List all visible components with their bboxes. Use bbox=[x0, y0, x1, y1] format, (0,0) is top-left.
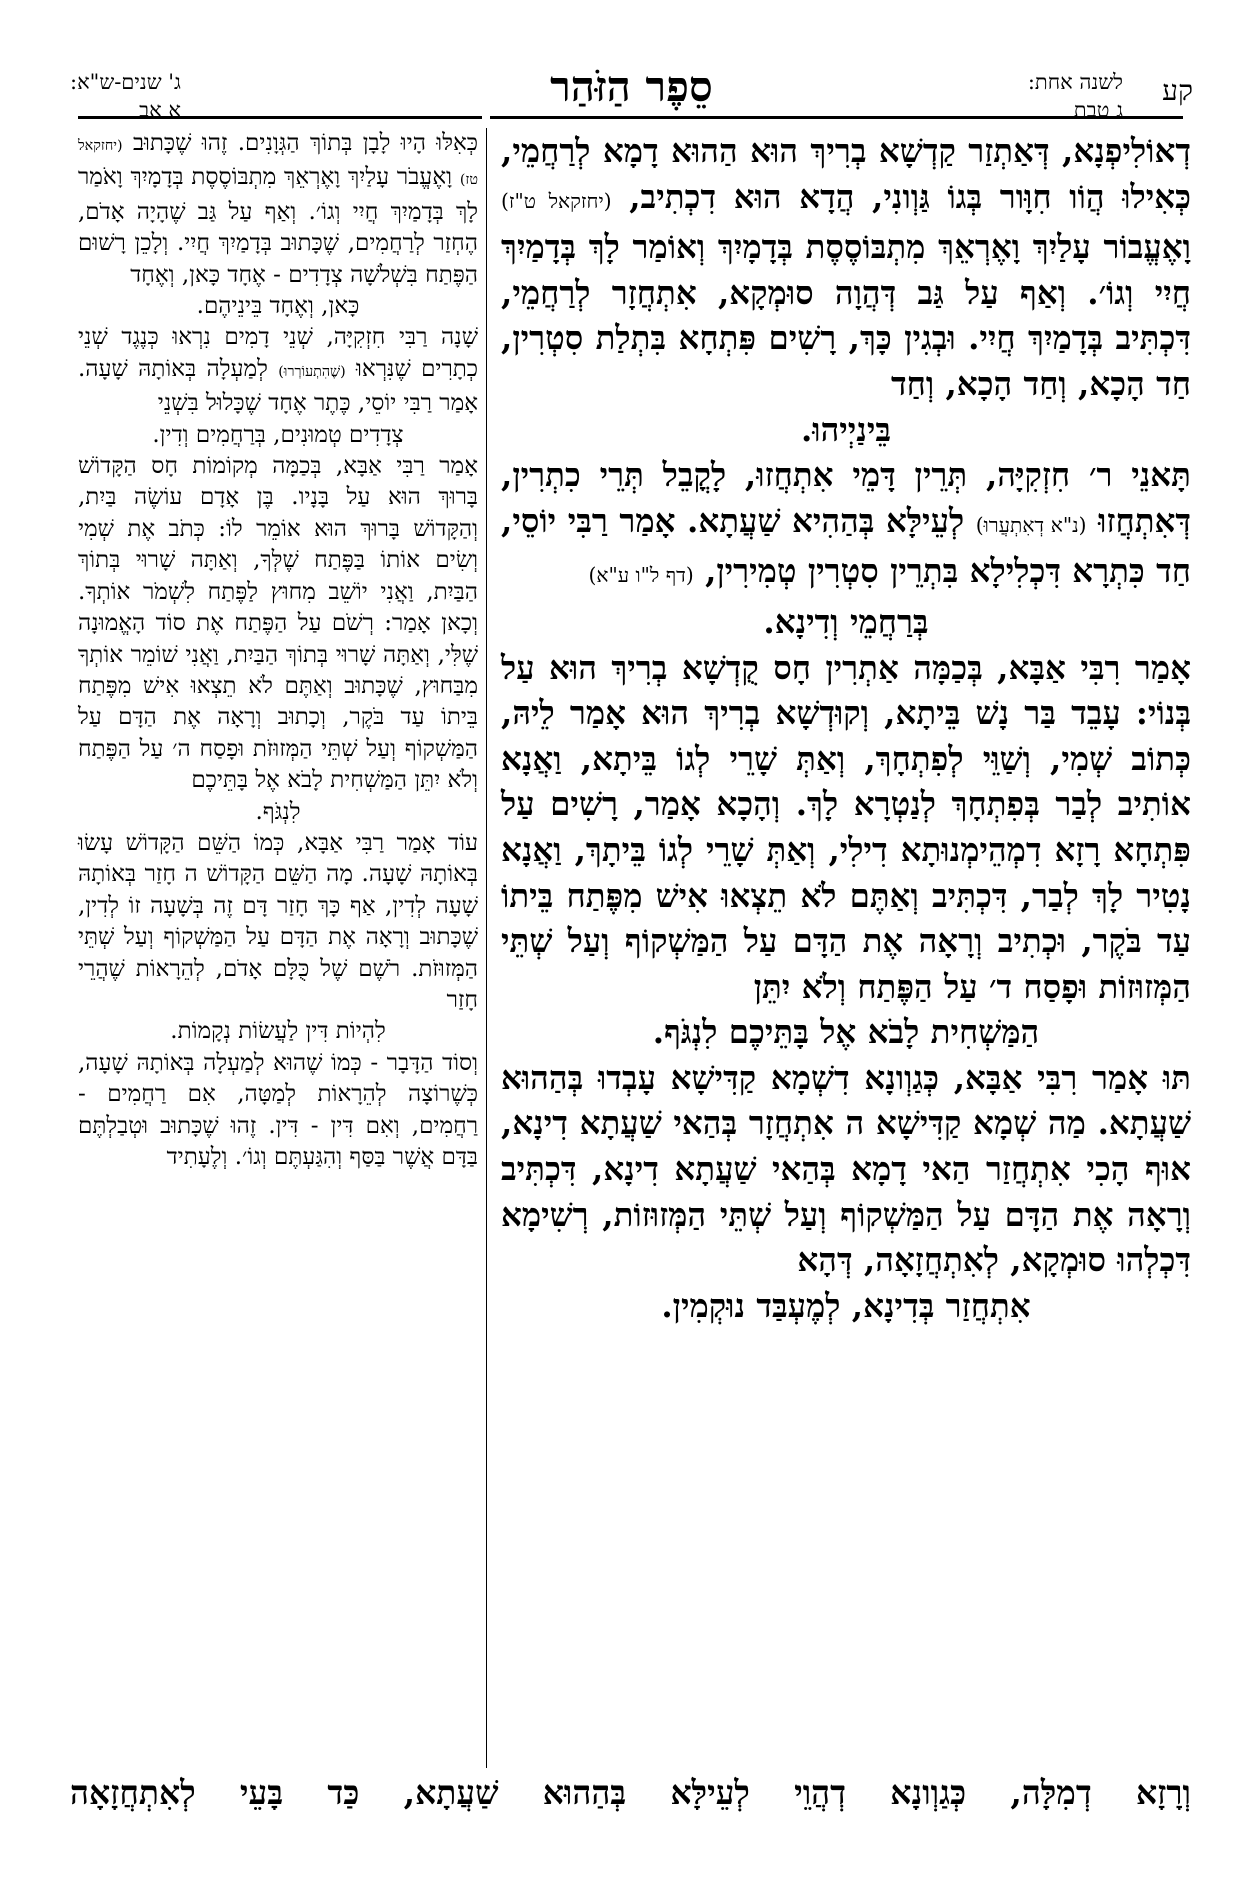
main-paragraph-4: תּוּ אָמַר רִבִּי אַבָּא, כְּגַוְונָא דִשְׁמָא קַדִּישָׁא עָבְדוּ בְּהַהוּא שַׁעֲתָא. מַה שְׁמָא קַדִּישָׁא ה אִתְחֲזָר בְּהַאי שַׁעֲתָא דִינָא, אוּף הָכִי אִתְחֲזַר הַאי דָמָא בְּהַאי שַׁעֲתָא דִינָא, דִּכְתִּיב וְרָאָה אֶת הַדָּם עַל הַמַּשְׁקוֹף וְעַל שְׁתֵּי הַמְּזוּזוֹת, רְשִׁימָא דִּכְלְהוּ סוּמְקָא, לְאִתְחֲזָאָה, דְּהָא bbox=[501, 1057, 1191, 1280]
main-paragraph-3: אָמַר רִבִּי אַבָּא, בְּכַמָּה אַתְרִין חָס קֻדְשָׁא בְרִיךְ הוּא עַל בְּנוֹי: עָבֵד בַּר נָשׁ בֵּיתָא, וְקוּדְשָׁא בְרִיךְ הוּא אָמַר לֵיהּ, כְּתוֹב שְׁמִי, וְשַׁוֵּי לְפִתְחָךְ, וְאַתְּ שָׁרֵי לְגוֹ בֵּיתָא, וַאֲנָא אוֹתִיב לְבַר בְּפִתְחָךְ לְנַטְרָא לָךְ. וְהָכָא אָמַר, רָשִׁים עַל פִּתְחָא רָזָא דִמְהֵימְנוּתָא דִילִי, וְאַתְּ שָׁרֵי לְגוֹ בֵּיתָךְ, וַאֲנָא נָטִיר לָךְ לְבַר, דִּכְתִּיב וְאַתֶּם לֹא תֵצְאוּ אִישׁ מִפֶּתַח בֵּיתוֹ עַד בֹּקֶר, וּכְתִיב וְרָאָה אֶת הַדָּם עַל הַמַּשְׁקוֹף וְעַל שְׁתֵּי הַמְּזוּזוֹת וּפָסַח ד׳ עַל הַפֶּתַח וְלֹא יִתֵּן bbox=[501, 647, 1191, 1006]
translation-text: לְמַעְלָה בְּאוֹתָהּ שָׁעָה. אָמַר רַבִּי יוֹסֵי, כֶּתֶר אֶחָד שֶׁכָּלוּל בִּשְׁנֵי bbox=[78, 355, 478, 417]
main-text: וָאֶעֱבוֹר עָלַיִךְ וָאֶרְאֵךְ מִתְבּוֹסֶסֶת בְּדָמָיִךְ וְאוֹמַר לָךְ בְּדָמַיִךְ חֲיִי וְגוֹ׳. וְאַף עַל גַּב דְּהֲוָה סוּמְקָא, אִתְחֲזָר לְרַחֲמֵי, דִּכְתִּיב בְּדָמַיִךְ חֲיִי. וּבְגִין כָּךְ, רָשִׁים פִּתְחָא בִּתְלַת סִטְרִין, חַד הָכָא, וְחַד הָכָא, וְחַד bbox=[501, 227, 1191, 403]
page-header bbox=[70, 62, 1193, 132]
translation-paragraph-2-end: צְדָדִים טְמוּנִים, בְּרַחֲמִים וְדִין. bbox=[152, 421, 404, 448]
main-text: דְאוֹלִיפְנָא, דְּאַתְזַר קַדְשָׁא בְרִיךְ הוּא הַהוּא דָמָא לְרַחֲמֵי, כְּאִילוּ הֲוֹו חִוָּור בְּגוֹ גַּוְונִי, הֲדָא הוּא דִכְתִיב, bbox=[501, 131, 1191, 216]
translation-paragraph-4: עוֹד אָמַר רַבִּי אַבָּא, כְּמוֹ הַשֵּׁם הַקָּדוֹשׁ עָשׂוּ בְּאוֹתָהּ שָׁעָה. מָה הַשֵּׁם הַקָּדוֹשׁ ה חָזַר בְּאוֹתָהּ שָׁעָה לְדִין, אַף כָּךְ חָזַר דָּם זֶה בְּשָׁעָה זוֹ לְדִין, שֶׁכָּתוּב וְרָאָה אֶת הַדָּם עַל הַמַּשְׁקוֹף וְעַל שְׁתֵּי הַמְּזוּזֹת. רֹשֶׁם שֶׁל כֻּלָּם אָדֹם, לְהֵרָאוֹת שֶׁהֲרֵי חָזַר bbox=[78, 829, 478, 1013]
translation-paragraph-1-end: כָּאן, וְאֶחָד בֵּינֵיהֶם. bbox=[196, 293, 360, 320]
main-paragraph-4-end: אִתְחֲזַר בְּדִינָא, לְמֶעְבַּד נוּקְמִין. bbox=[661, 1285, 1031, 1325]
translation-paragraph-1 bbox=[78, 128, 478, 291]
header-rule-commentary bbox=[490, 116, 1183, 119]
translation-paragraph-2 bbox=[78, 322, 478, 419]
verse-reference: (יחזקאל ט"ז) bbox=[501, 188, 612, 213]
main-text-column bbox=[501, 128, 1191, 1328]
main-paragraph-2-end: בְּרַחֲמֵי וְדִינָא. bbox=[763, 601, 929, 641]
translation-column bbox=[78, 128, 478, 1173]
verse-reference: (יחזקאל טז) bbox=[78, 138, 478, 189]
translation-paragraph-4-end: לִהְיוֹת דִּין לַעֲשׂוֹת נְקָמוֹת. bbox=[170, 1018, 386, 1045]
translation-text: כְּאִלּוּ הָיוּ לָבָן בְּתוֹךְ הַגְּוָנִים. זֶהוּ שֶׁכָּתוּב bbox=[132, 130, 478, 156]
book-title: סֵפֶר הַזֹּהַר bbox=[550, 62, 713, 111]
variant-reading: (שֶׁהִתְעוֹרְרוּ) bbox=[278, 363, 346, 380]
translation-paragraph-5: וְסוֹד הַדָּבָר - כְּמוֹ שֶׁהוּא לְמַעְלָה בְּאוֹתָהּ שָׁעָה, כְּשֶׁרוֹצָה לְהֵרָאוֹת לְמַטָּה, אִם רַחֲמִים - רַחֲמִים, וְאִם דִּין - דִּין. זֶהוּ שֶׁכָּתוּב וּטְבַלְתֶּם בַּדָּם אֲשֶׁר בַּסַּף וְהִגַּעְתֶּם וְגוֹ׳. וְלֶעָתִיד bbox=[78, 1049, 478, 1170]
schedule-left-line1: ג' שנים-ש"א: bbox=[70, 70, 181, 94]
schedule-right-line1: לשנה אחת: bbox=[1027, 70, 1123, 94]
translation-paragraph-3-end: לִנְגֹּף. bbox=[255, 798, 301, 825]
full-width-bottom-line: וְרָזָא דְמִלָּה, כְּגַוְונָא דְהֲוֵי לְעֵילָּא בְּהַהוּא שַׁעֲתָא, כַּד בָּעֵי לְאִתְחֲזָאָה bbox=[70, 1773, 1191, 1812]
main-text: תָּאנֵי ר׳ חִזְקִיָּה, תְּרֵין דָּמֵי אִתְחֲזוּ, לָקֳבֵל תְּרֵי כִתְרִין, דְּאִתְחֲזוּ bbox=[501, 455, 1192, 540]
translation-text: שָׁנָה רַבִּי חִזְקִיָּה, שְׁנֵי דָמִים נִרְאוּ כְּנֶגֶד שְׁנֵי כְתָרִים שֶׁנִּרְאוּ bbox=[78, 324, 479, 382]
folio-reference: (דף ל"ו ע"א) bbox=[588, 563, 694, 588]
main-paragraph-1 bbox=[501, 128, 1191, 407]
main-paragraph-2 bbox=[501, 452, 1191, 599]
main-paragraph-3-end: הַמַּשְׁחִית לָבֹא אֶל בָּתֵּיכֶם לִנְגֹּף. bbox=[652, 1012, 1040, 1052]
header-rule-main bbox=[78, 116, 482, 119]
translation-text: וָאֶעֱבֹר עָלַיִךְ וָאֶרְאֵךְ מִתְבּוֹסֶסֶת בְּדָמָיִךְ וָאֹמַר לָךְ בְּדָמַיִךְ חֲיִי וְגוֹ׳. וְאַף עַל גַּב שֶׁהָיָה אָדֹם, הֶחְזַר לְרַחֲמִים, שֶׁכָּתוּב בְּדָמַיִךְ חֲיִי. וְלָכֵן רָשׁוּם הַפֶּתַח בִּשְׁלֹשָׁה צְדָדִים - אֶחָד כָּאן, וְאֶחָד bbox=[78, 164, 478, 288]
main-text: לְעֵילָּא בְּהַהִיא שַׁעֲתָא. אָמַר רַבִּי יוֹסֵי, חַד כִּתְרָא דִּכְלִילָא בִּתְרֵין סִטְרִין טְמִירִין, bbox=[501, 500, 1191, 591]
schedule-left-line2: א אב bbox=[139, 98, 181, 122]
translation-paragraph-3: אָמַר רַבִּי אַבָּא, בְּכַמָּה מְקוֹמוֹת חָס הַקָּדוֹשׁ בָּרוּךְ הוּא עַל בָּנָיו. בֶּן אָדָם עוֹשֶׂה בַּיִת, וְהַקָּדוֹשׁ בָּרוּךְ הוּא אוֹמֵר לוֹ: כְּתֹב אֶת שְׁמִי וְשִׂים אוֹתוֹ בַּפֶּתַח שֶׁלְּךָ, וְאַתָּה שָׁרוּי בְּתוֹךְ הַבַּיִת, וַאֲנִי יוֹשֵׁב מִחוּץ לַפֶּתַח לִשְׁמֹר אוֹתְךָ. וְכָאן אָמַר: רְשֹׁם עַל הַפֶּתַח אֶת סוֹד הָאֱמוּנָה שֶׁלִּי, וְאַתָּה שָׁרוּי בְּתוֹךְ הַבַּיִת, וַאֲנִי שׁוֹמֵר אוֹתְךָ מִבַּחוּץ, שֶׁכָּתוּב וְאַתֶּם לֹא תֵצְאוּ אִישׁ מִפֶּתַח בֵּיתוֹ עַד בֹּקֶר, וְכָתוּב וְרָאָה אֶת הַדָּם עַל הַמַּשְׁקוֹף וְעַל שְׁתֵּי הַמְּזוּזֹת וּפָסַח ה׳ עַל הַפֶּתַח וְלֹא יִתֵּן הַמַּשְׁחִית לָבֹא אֶל בָּתֵּיכֶם bbox=[78, 453, 478, 794]
schedule-right-line2: ג טבת bbox=[1073, 98, 1123, 122]
variant-reading: (נ"א דְאִתְעֲרוּ) bbox=[975, 512, 1087, 537]
main-paragraph-1-end: בֵּינַיְיהוּ. bbox=[800, 409, 892, 449]
column-divider bbox=[486, 128, 487, 1768]
page-number: קע bbox=[1162, 74, 1193, 107]
